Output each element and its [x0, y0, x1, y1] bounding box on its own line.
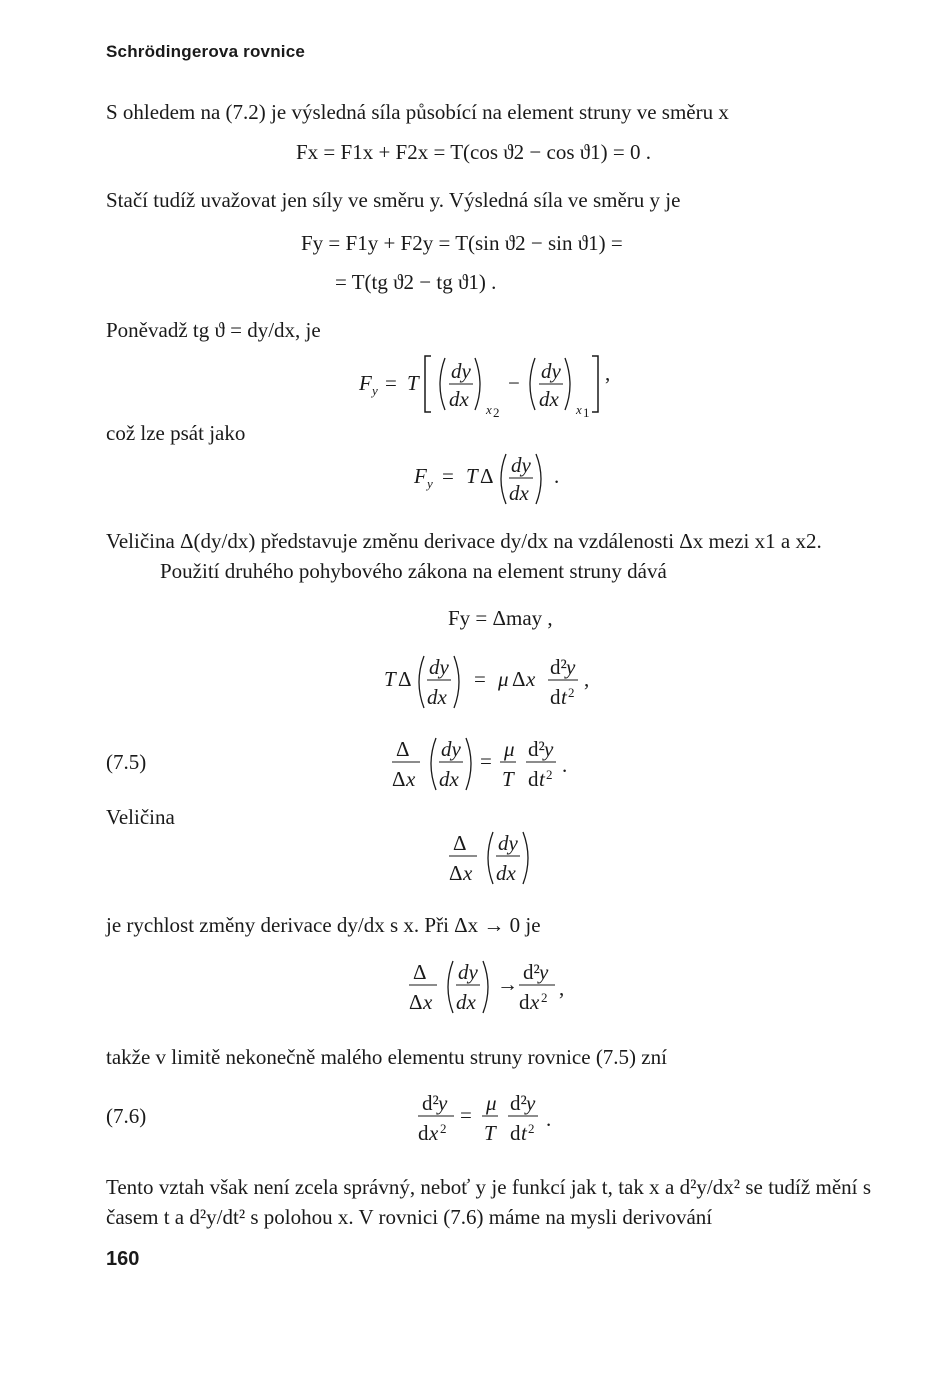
- svg-text:,: ,: [584, 667, 590, 691]
- equation-fy-delta: [410, 450, 590, 510]
- paragraph-2: Stačí tudíž uvažovat jen síly ve směru y. Výsledná síla ve směru y je: [106, 188, 681, 212]
- svg-text:x: x: [423, 990, 433, 1014]
- svg-text:d: d: [550, 685, 561, 709]
- equation-t-delta: [380, 650, 620, 714]
- svg-text:d²: d²: [528, 737, 545, 761]
- svg-text:d²: d²: [510, 1091, 527, 1115]
- svg-text:dx: dx: [539, 387, 559, 411]
- svg-text:Δ: Δ: [453, 831, 467, 855]
- equation-fy-line1: Fy = F1y + F2y = T(sin ϑ2 − sin ϑ1) =: [301, 231, 623, 255]
- paragraph-6: Použití druhého pohybového zákona na element struny dává: [160, 559, 667, 583]
- svg-text:T: T: [384, 667, 396, 691]
- svg-text:,: ,: [559, 976, 565, 1000]
- equation-limit: [405, 955, 605, 1019]
- svg-text:.: .: [562, 753, 568, 777]
- svg-text:=: =: [385, 371, 397, 395]
- svg-text:2: 2: [568, 685, 575, 700]
- svg-text:x: x: [486, 402, 492, 417]
- svg-text:dy: dy: [441, 737, 461, 761]
- svg-text:T: T: [407, 371, 419, 395]
- svg-text:2: 2: [546, 767, 553, 782]
- svg-text:d²: d²: [523, 960, 540, 984]
- paragraph-4: což lze psát jako: [106, 421, 246, 445]
- svg-text:dx: dx: [509, 481, 529, 505]
- equation-delta-ratio: [445, 826, 555, 890]
- svg-text:y: y: [544, 737, 554, 761]
- svg-text:−: −: [508, 371, 520, 395]
- svg-text:y: y: [438, 1091, 448, 1115]
- svg-text:F: F: [359, 371, 372, 395]
- svg-text:=: =: [460, 1103, 472, 1127]
- svg-text:dy: dy: [429, 655, 449, 679]
- svg-text:F: F: [414, 464, 427, 488]
- svg-text:Δ: Δ: [409, 990, 423, 1014]
- svg-text:dy: dy: [451, 359, 471, 383]
- svg-text:y: y: [372, 383, 378, 398]
- svg-text:x: x: [406, 767, 416, 791]
- svg-text:1: 1: [583, 405, 590, 420]
- svg-text:y: y: [566, 655, 576, 679]
- svg-text:2: 2: [493, 405, 500, 420]
- paragraph-10: Tento vztah však není zcela správný, neboť y je funkcí jak t, tak x a d²y/dx² se tudíž mění s časem t a d²y/dt² s polohou x. V rovnici (7.6) máme na mysli derivování: [106, 1175, 871, 1229]
- svg-text:d: d: [510, 1121, 521, 1145]
- paragraph-7: Veličina: [106, 805, 175, 829]
- svg-text:dx: dx: [449, 387, 469, 411]
- svg-text:dy: dy: [541, 359, 561, 383]
- svg-text:Δ: Δ: [512, 667, 526, 691]
- equation-newton: Fy = Δmay ,: [448, 606, 553, 630]
- svg-text:T: T: [466, 464, 478, 488]
- svg-text:→: →: [497, 972, 518, 996]
- svg-text:d: d: [418, 1121, 429, 1145]
- svg-text:dy: dy: [498, 831, 518, 855]
- equation-7-6: [416, 1086, 586, 1150]
- svg-text:dx: dx: [439, 767, 459, 791]
- svg-text:y: y: [539, 960, 549, 984]
- svg-text:Δ: Δ: [480, 464, 494, 488]
- svg-text:2: 2: [541, 990, 548, 1005]
- svg-text:2: 2: [528, 1121, 535, 1136]
- svg-text:dy: dy: [458, 960, 478, 984]
- equation-number-7-6: (7.6): [106, 1104, 147, 1128]
- svg-text:x: x: [429, 1121, 439, 1145]
- svg-text:Δ: Δ: [413, 960, 427, 984]
- svg-text:x: x: [526, 667, 536, 691]
- svg-text:dx: dx: [427, 685, 447, 709]
- svg-text:t: t: [539, 767, 545, 791]
- svg-text:d²: d²: [422, 1091, 439, 1115]
- svg-text:x: x: [463, 861, 473, 885]
- equation-number-7-5: (7.5): [106, 750, 147, 774]
- svg-text:dx: dx: [496, 861, 516, 885]
- svg-text:T: T: [502, 767, 514, 791]
- equation-fy-brackets: [355, 350, 635, 420]
- svg-text:=: =: [442, 464, 454, 488]
- paragraph-5: Veličina Δ(dy/dx) představuje změnu derivace dy/dx na vzdálenosti Δx mezi x1 a x2.: [106, 529, 822, 553]
- svg-text:y: y: [427, 476, 433, 491]
- svg-text:,: ,: [605, 361, 611, 385]
- equation-fy-line2: = T(tg ϑ2 − tg ϑ1) .: [335, 270, 497, 294]
- svg-text:dy: dy: [511, 453, 531, 477]
- svg-text:Δ: Δ: [398, 667, 412, 691]
- svg-text:Δ: Δ: [396, 737, 410, 761]
- svg-text:T: T: [484, 1121, 496, 1145]
- svg-text:dx: dx: [456, 990, 476, 1014]
- paragraph-8: je rychlost změny derivace dy/dx s x. Při Δx → 0 je: [106, 913, 541, 937]
- paragraph-1: S ohledem na (7.2) je výsledná síla působící na element struny ve směru x: [106, 100, 729, 124]
- svg-text:d: d: [528, 767, 539, 791]
- svg-text:.: .: [546, 1107, 552, 1131]
- svg-text:d²: d²: [550, 655, 567, 679]
- svg-text:μ: μ: [504, 737, 515, 761]
- svg-text:.: .: [554, 464, 560, 488]
- svg-text:μ: μ: [498, 667, 509, 691]
- svg-text:y: y: [526, 1091, 536, 1115]
- running-header: Schrödingerova rovnice: [106, 42, 306, 61]
- svg-text:d: d: [519, 990, 530, 1014]
- paragraph-9: takže v limitě nekonečně malého elementu struny rovnice (7.5) zní: [106, 1045, 667, 1069]
- svg-text:Δ: Δ: [392, 767, 406, 791]
- equation-7-5: [388, 732, 608, 796]
- svg-text:Δ: Δ: [449, 861, 463, 885]
- svg-text:t: t: [521, 1121, 527, 1145]
- paragraph-3: Poněvadž tg ϑ = dy/dx, je: [106, 318, 321, 342]
- svg-text:2: 2: [440, 1121, 447, 1136]
- svg-text:x: x: [576, 402, 582, 417]
- svg-text:t: t: [561, 685, 567, 709]
- page-number: 160: [106, 1248, 140, 1270]
- svg-text:x: x: [530, 990, 540, 1014]
- equation-fx: Fx = F1x + F2x = T(cos ϑ2 − cos ϑ1) = 0 .: [296, 140, 651, 164]
- svg-text:=: =: [474, 667, 486, 691]
- svg-text:μ: μ: [486, 1091, 497, 1115]
- svg-text:=: =: [480, 749, 492, 773]
